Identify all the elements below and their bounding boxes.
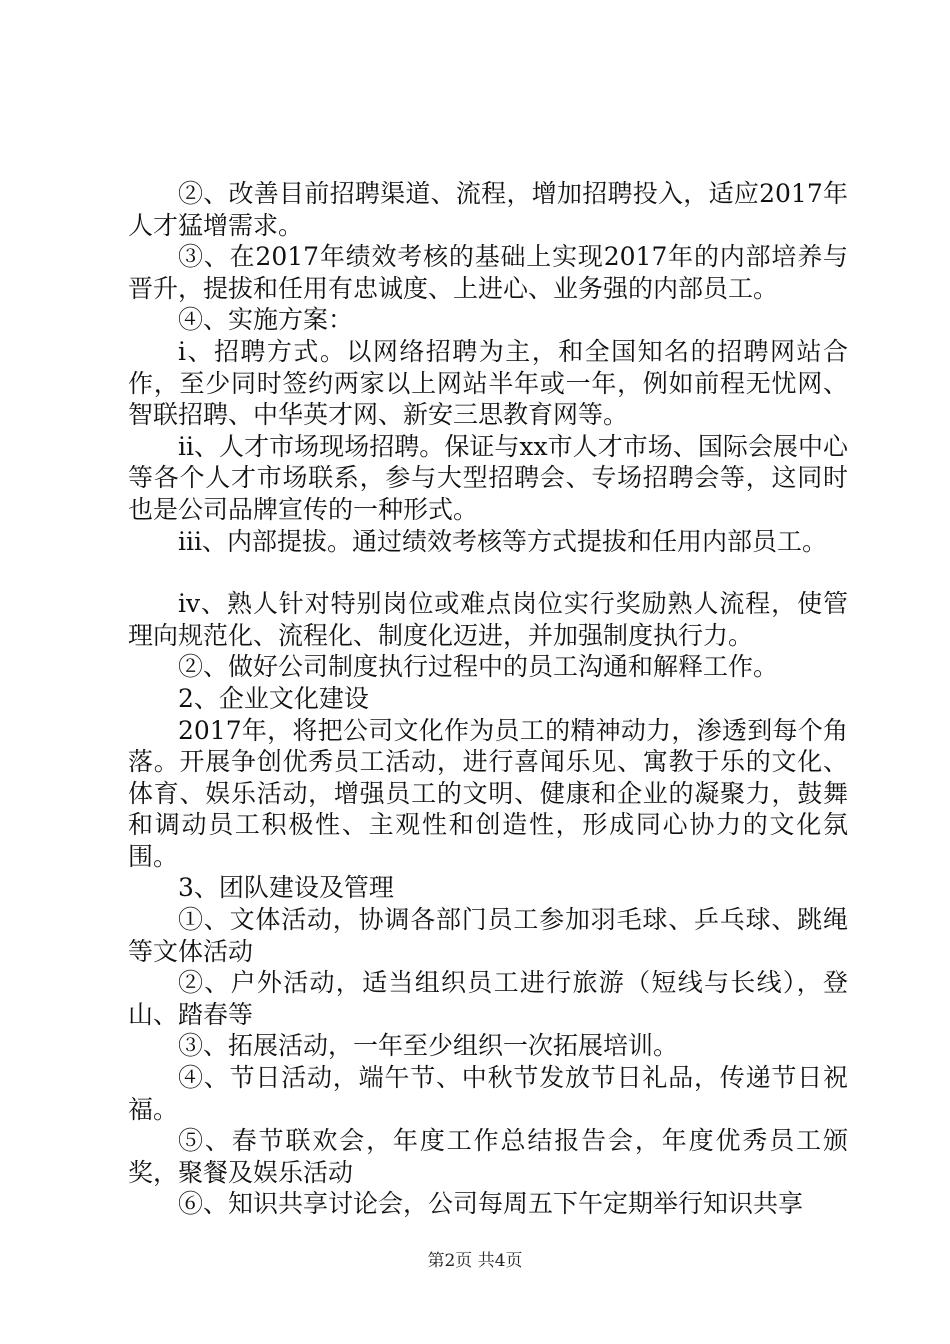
paragraph-internal-promotion: ③、在2017年绩效考核的基础上实现2017年的内部培养与晋升，提拔和任用有忠诚度、上进心、业务强的内部员工。 — [128, 242, 848, 303]
paragraph-recruit-method: ⅰ、招聘方式。以网络招聘为主，和全国知名的招聘网站合作，至少同时签约两家以上网站半年或一年，例如前程无忧网、智联招聘、中华英才网、新安三思教育网等。 — [128, 336, 848, 430]
paragraph-implementation-plan: ④、实施方案： — [178, 305, 354, 335]
paragraph-talent-market: ⅱ、人才市场现场招聘。保证与xx市人才市场、国际会展中心等各个人才市场联系，参与大型招聘会、专场招聘会等，这同时也是公司品牌宣传的一种形式。 — [128, 431, 848, 524]
paragraph-referral: ⅳ、熟人针对特别岗位或难点岗位实行奖励熟人流程，使管理向规范化、流程化、制度化迈进，并加强制度执行力。 — [128, 589, 848, 650]
paragraph-communication: ②、做好公司制度执行过程中的员工沟通和解释工作。 — [178, 652, 779, 682]
paragraph-recruit-channels: ②、改善目前招聘渠道、流程，增加招聘投入，适应2017年人才猛增需求。 — [128, 179, 848, 240]
section-heading-culture: 2、企业文化建设 — [178, 683, 369, 713]
paragraph-sports: ①、文体活动，协调各部门员工参加羽毛球、乒乓球、跳绳等文体活动 — [128, 905, 848, 966]
paragraph-festival: ④、节日活动，端午节、中秋节发放节日礼品，传递节日祝福。 — [128, 1063, 848, 1124]
page-number-footer: 第2页 共4页 — [427, 1251, 523, 1271]
paragraph-culture: 2017年，将把公司文化作为员工的精神动力，渗透到每个角落。开展争创优秀员工活动，进行喜闻乐见、寓教于乐的文化、体育、娱乐活动，增强员工的文明、健康和企业的凝聚力，鼓舞和调动员工积极性、主观性和创造性，形成同心协力的文化氛围。 — [128, 715, 848, 871]
paragraph-outdoor: ②、户外活动，适当组织员工进行旅游（短线与长线），登山、踏春等 — [128, 968, 848, 1029]
paragraph-expansion: ③、拓展活动，一年至少组织一次拓展培训。 — [178, 1031, 679, 1061]
paragraph-knowledge-sharing: ⑥、知识共享讨论会，公司每周五下午定期举行知识共享 — [178, 1189, 804, 1219]
paragraph-internal-selection: ⅲ、内部提拔。通过绩效考核等方式提拔和任用内部员工。 — [178, 526, 827, 556]
section-heading-team: 3、团队建设及管理 — [178, 873, 394, 903]
paragraph-spring-party: ⑤、春节联欢会，年度工作总结报告会，年度优秀员工颁奖，聚餐及娱乐活动 — [128, 1126, 848, 1187]
document-body — [128, 178, 848, 1220]
